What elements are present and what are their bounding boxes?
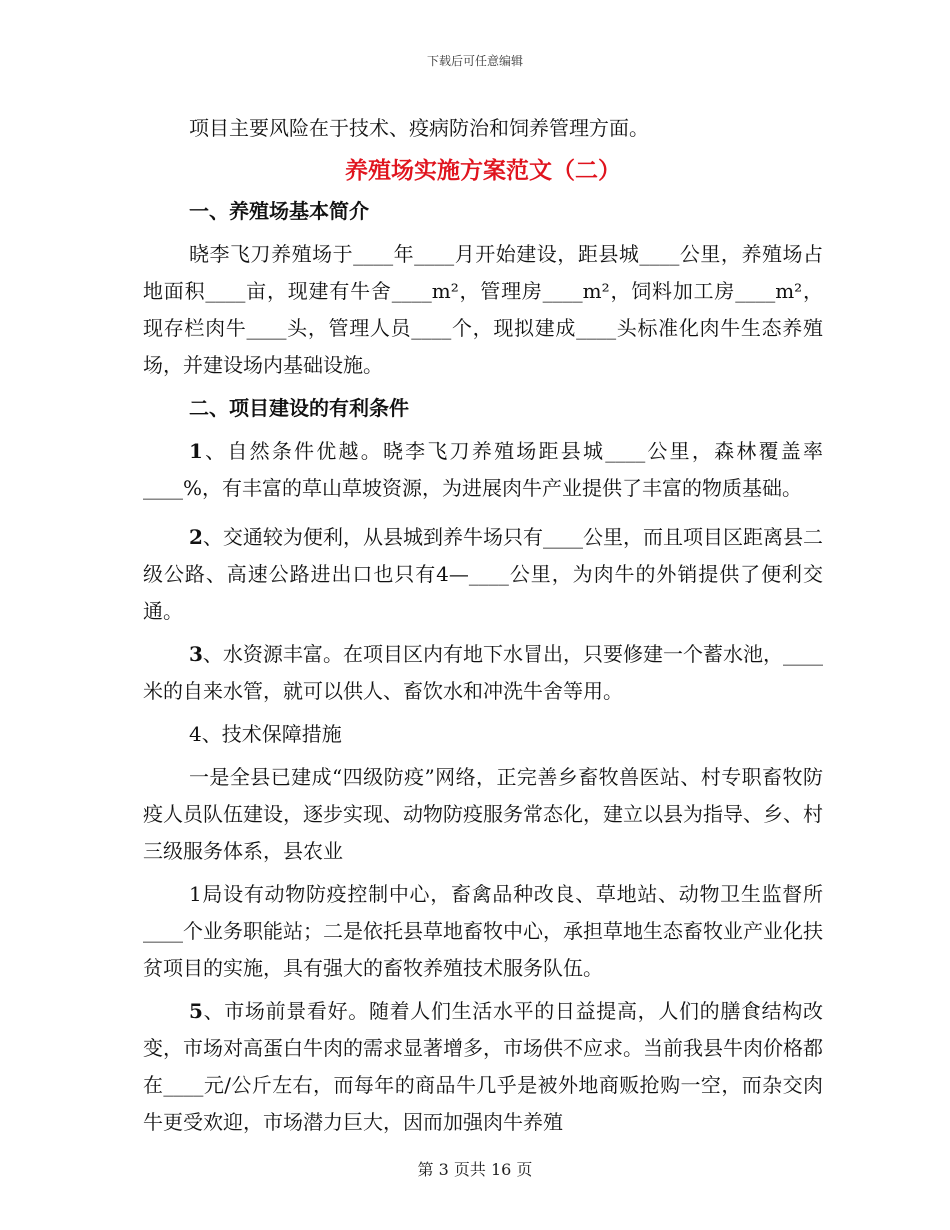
item-4-paragraph-2: 1局设有动物防疫控制中心，畜禽品种改良、草地站、动物卫生监督所____个业务职能站；二是依托县草地畜牧中心，承担草地生态畜牧业产业化扶贫项目的实施，具有强大的畜牧养殖技术服务队伍。 — [143, 882, 823, 980]
page-footer: 第 3 页共 16 页 — [417, 1160, 533, 1179]
item-4-heading: 4、技术保障措施 — [189, 722, 342, 746]
section1-paragraph: 晓李飞刀养殖场于____年____月开始建设，距县城____公里，养殖场占地面积____亩，现建有牛舍____m²，管理房____m²，饲料加工房____m²，现存栏肉牛____头，管理人员____个，现拟建成____头标准化肉牛生态养殖场，并建设场内基础设施。 — [143, 242, 823, 377]
item-1-text: 、自然条件优越。晓李飞刀养殖场距县城____公里，森林覆盖率____%，有丰富的草山草坡资源，为进展肉牛产业提供了丰富的物质基础。 — [143, 439, 823, 500]
item-3-number: 3 — [189, 642, 203, 666]
item-2-text: 、交通较为便利，从县城到养牛场只有____公里，而且项目区距离县二级公路、高速公路进出口也只有4—____公里，为肉牛的外销提供了便利交通。 — [143, 525, 823, 623]
item-1-number: 1 — [189, 439, 203, 463]
item-5-text: 、市场前景看好。随着人们生活水平的日益提高，人们的膳食结构改变，市场对高蛋白牛肉的需求显著增多，市场供不应求。当前我县牛肉价格都在____元/公斤左右，而每年的商品牛几乎是被外地商贩抢购一空，而杂交肉牛更受欢迎，市场潜力巨大，因而加强肉牛养殖 — [143, 999, 823, 1134]
item-3-text: 、水资源丰富。在项目区内有地下水冒出，只要修建一个蓄水池，____米的自来水管，就可以供人、畜饮水和冲洗牛舍等用。 — [143, 642, 823, 703]
item-2 — [143, 519, 823, 630]
section-heading-1: 一、养殖场基本简介 — [189, 199, 369, 223]
section-heading-2: 二、项目建设的有利条件 — [189, 396, 409, 420]
item-3 — [143, 636, 823, 710]
item-5 — [143, 993, 823, 1141]
page-header: 下载后可任意编辑 — [426, 54, 523, 68]
lead-paragraph: 项目主要风险在于技术、疫病防治和饲养管理方面。 — [189, 116, 649, 140]
item-4-paragraph-1: 一是全县已建成“四级防疫”网络，正完善乡畜牧兽医站、村专职畜牧防疫人员队伍建设，逐步实现、动物防疫服务常态化，建立以县为指导、乡、村三级服务体系，县农业 — [143, 765, 823, 863]
item-2-number: 2 — [189, 525, 203, 549]
item-1 — [143, 433, 823, 507]
item-5-number: 5 — [189, 999, 203, 1023]
document-body — [143, 110, 823, 1141]
document-title: 养殖场实施方案范文（二） — [345, 157, 621, 184]
